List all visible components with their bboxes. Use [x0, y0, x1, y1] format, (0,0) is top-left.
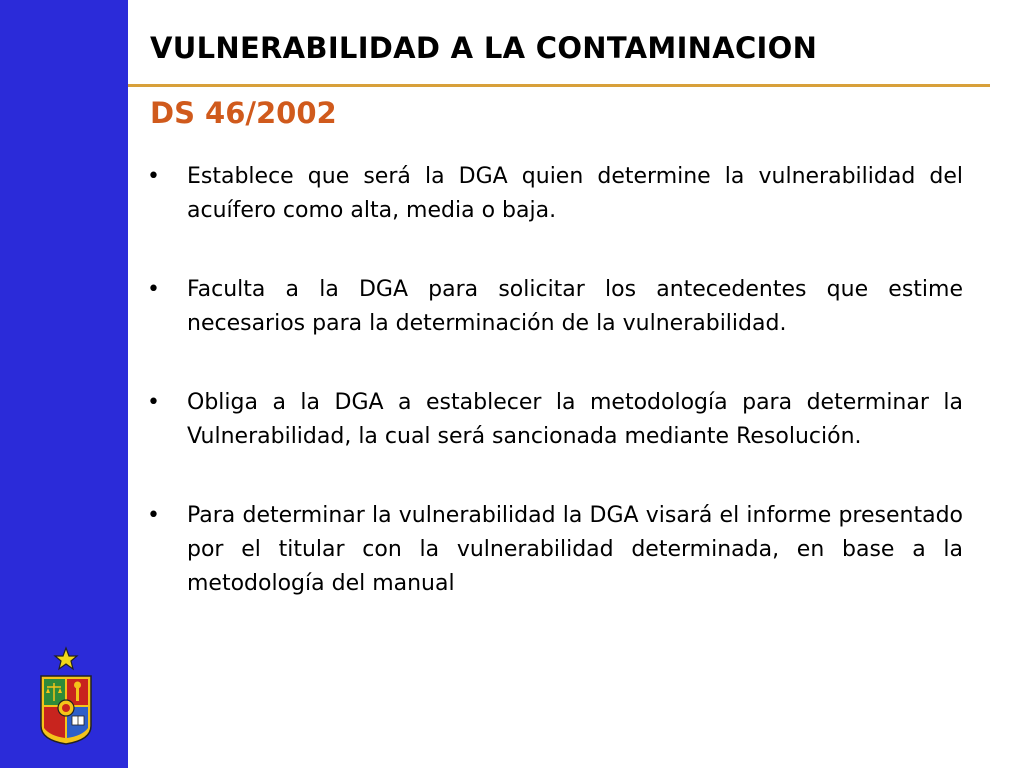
- bullet-text: Faculta a la DGA para solicitar los antecedentes que estime necesarios para la determinación de la vulnerabilidad.: [187, 277, 963, 336]
- bullet-icon: •: [147, 277, 160, 302]
- title-divider: [128, 84, 990, 87]
- list-item: [145, 499, 963, 601]
- bullet-list: [145, 160, 963, 646]
- slide-title: VULNERABILIDAD A LA CONTAMINACION: [150, 31, 818, 65]
- slide-subtitle: DS 46/2002: [150, 96, 337, 130]
- bullet-icon: •: [147, 390, 160, 415]
- bullet-text: Obliga a la DGA a establecer la metodología para determinar la Vulnerabilidad, la cual será sancionada mediante Resolución.: [187, 390, 963, 449]
- bullet-icon: •: [147, 503, 160, 528]
- bullet-icon: •: [147, 164, 160, 189]
- bullet-text: Para determinar la vulnerabilidad la DGA visará el informe presentado por el titular con la vulnerabilidad determinada, en base a la metodología del manual: [187, 503, 963, 596]
- list-item: [145, 160, 963, 228]
- list-item: [145, 273, 963, 341]
- university-crest-icon: [38, 646, 94, 746]
- bullet-text: Establece que será la DGA quien determine la vulnerabilidad del acuífero como alta, media o baja.: [187, 164, 963, 223]
- list-item: [145, 386, 963, 454]
